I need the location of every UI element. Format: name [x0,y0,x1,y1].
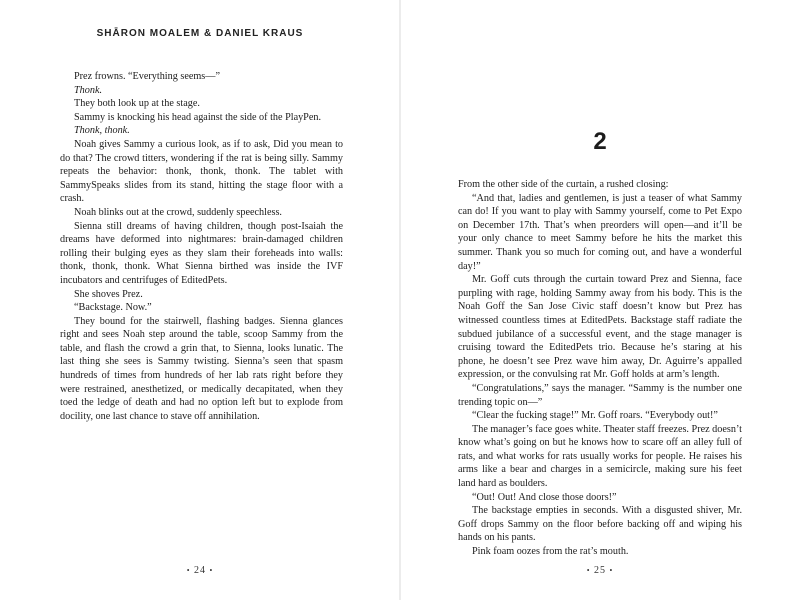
paragraph: Noah blinks out at the crowd, suddenly speechless. [74,206,282,218]
paragraph: Noah gives Sammy a curious look, as if to ask, Did you mean to do that? The crowd titters, wondering if the rat is being silly. Sammy repeats the behavior: thonk, thonk, thonk. The tablet with SammySpeaks slides from its stand, hitting the stage floor with a crash. [60,138,343,205]
folio-ornament: • [186,566,191,576]
paragraph: “Backstage. Now.” [74,302,152,314]
paragraph: Pink foam oozes from the rat’s mouth. [472,546,629,558]
right-page [400,0,800,600]
right-page-body [458,178,742,559]
left-page-body [60,70,343,423]
paragraph: Thonk, thonk. [74,125,130,137]
paragraph: “And that, ladies and gentlemen, is just a teaser of what Sammy can do! If you want to play with Sammy yourself, come to Pet Expo on December 17th. That’s when preorders will open—and it’ll be your only chance to meet Sammy before he hits the market this summer. Thank you so much for coming out, and have a wonderful day!” [458,192,742,272]
paragraph: Sammy is knocking his head against the side of the PlayPen. [74,111,322,123]
paragraph: They bound for the stairwell, flashing badges. Sienna glances right and sees Noah step around the table, scoop Sammy from the table, and flash the crowd a grin that, to Sienna, looks lunatic. The last thing she sees is Sammy twisting. Sienna’s seen that spasm hundreds of times from hundreds of her lab rats right before they were restrained, anesthetized, or medically decapitated, when they toed the ledge of death and had no option left but to explode from docility, one last chance to stave off annihilation. [60,315,343,422]
paragraph: She shoves Prez. [74,288,143,300]
chapter-number: 2 [593,128,607,155]
paragraph: Prez frowns. “Everything seems—” [74,71,220,82]
paragraph: They both look up at the stage. [74,98,200,110]
paragraph: Mr. Goff cuts through the curtain toward Prez and Sienna, face purpling with rage, holding Sammy away from his body. This is the Noah Goff the San Jose Civic staff doesn’t know but Prez has witnessed countless times at EditedPets. Backstage staff radiate the subdued jubilance of a successful event, and the stage manager is cruising toward the EditedPets trio. Because he’s staring at his phone, he doesn’t see Prez wave him away, Dr. Aguirre’s appalled expression, or the convulsing rat Mr. Goff holds at arm’s length. [458,274,742,381]
folio-ornament: • [609,566,614,576]
paragraph: “Congratulations,” says the manager. “Sammy is the number one trending topic on—” [458,382,742,408]
paragraph: Sienna still dreams of having children, though post-Isaiah the dreams have deformed into nightmares: brain-damaged children rolling their bulging eyes as they slam their foreheads into walls: thonk, thonk, thonk. What Sienna birthed was inside the IVF incubators and centrifuges of EditedPets. [60,220,343,286]
page-number-value: 25 [594,565,606,576]
folio-ornament: • [209,566,214,576]
paragraph: From the other side of the curtain, a rushed closing: [458,179,669,190]
paragraph: The manager’s face goes white. Theater staff freezes. Prez doesn’t know what’s going on but he knows how to scare off an alley full of rats, and what works for rats usually works for people. He raises his arms like a bear and charges in a semicircle, making sure his feet land hard as boulders. [458,423,742,490]
paragraph: The backstage empties in seconds. With a disgusted shiver, Mr. Goff drops Sammy on the floor before backing off and wiping his hands on his pants. [458,505,742,544]
folio-ornament: • [586,566,591,576]
page-number [0,565,400,576]
paragraph: “Out! Out! And close those doors!” [472,491,617,503]
paragraph: Thonk. [74,84,103,96]
page-number-value: 24 [194,565,206,576]
paragraph: “Clear the fucking stage!” Mr. Goff roars. “Everybody out!” [472,410,718,422]
page-number [400,565,800,576]
running-head: SHĀRON MOALEM & DANIEL KRAUS [96,28,304,39]
